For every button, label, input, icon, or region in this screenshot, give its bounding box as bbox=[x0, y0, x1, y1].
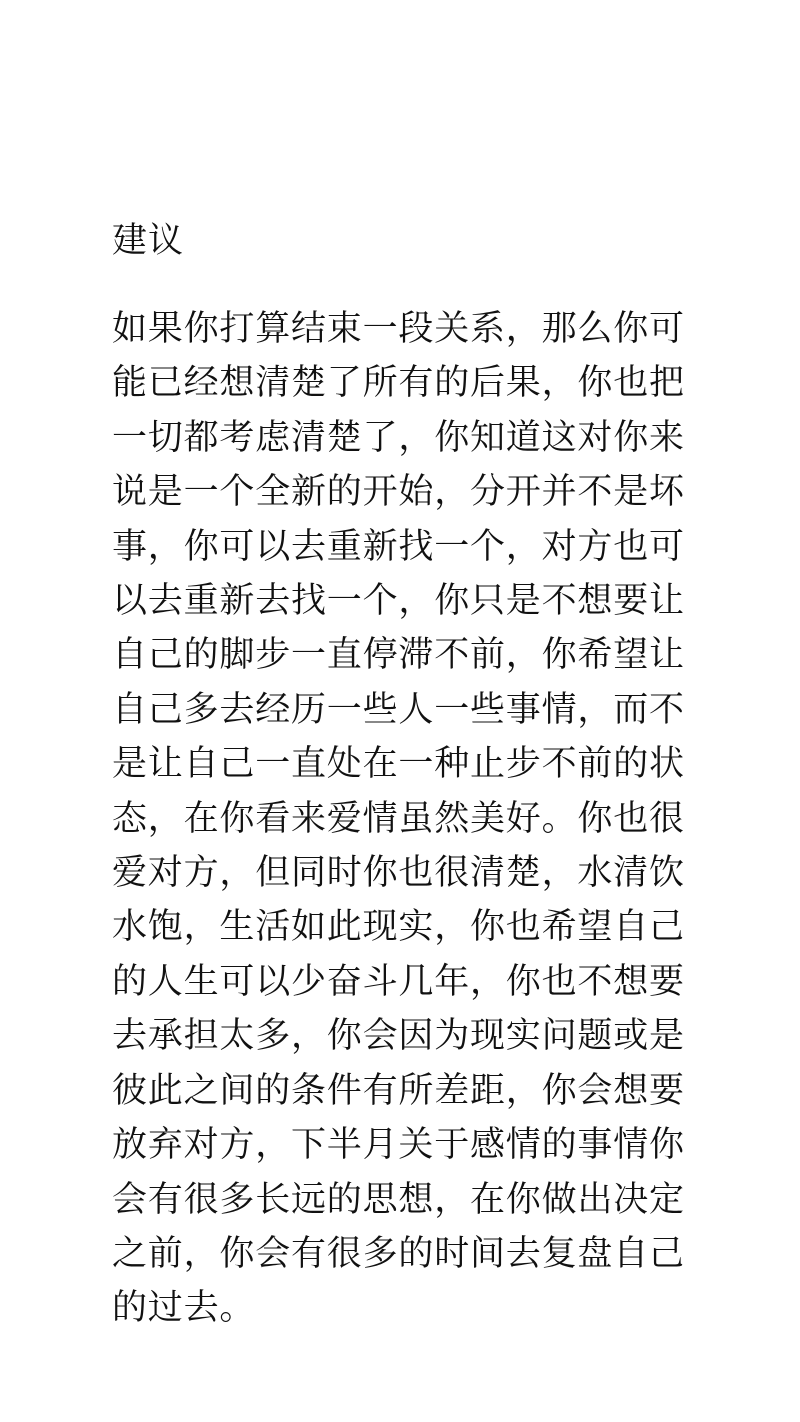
text-line: 放弃对方，下半月关于感情的事情你 bbox=[112, 1125, 685, 1166]
text-line: 说是一个全新的开始，分开并不是坏 bbox=[112, 472, 685, 513]
text-line: 如果你打算结束一段关系，那么你可 bbox=[112, 309, 685, 349]
text-line: 自己多去经历一些人一些事情，而不 bbox=[112, 689, 685, 730]
text-line: 以去重新去找一个，你只是不想要让 bbox=[112, 581, 685, 622]
body-paragraph bbox=[112, 302, 712, 1336]
text-line: 的人生可以少奋斗几年，你也不想要 bbox=[112, 961, 685, 1002]
text-line: 事，你可以去重新找一个，对方也可 bbox=[112, 526, 685, 567]
text-line: 的过去。 bbox=[112, 1288, 256, 1329]
section-heading: 建议 bbox=[112, 221, 185, 261]
text-line: 一切都考虑清楚了，你知道这对你来 bbox=[112, 417, 685, 458]
text-line: 态，在你看来爱情虽然美好。你也很 bbox=[112, 798, 685, 839]
text-line: 水饱，生活如此现实，你也希望自己 bbox=[112, 907, 685, 948]
text-line: 自己的脚步一直停滞不前，你希望让 bbox=[112, 635, 685, 676]
text-line: 彼此之间的条件有所差距，你会想要 bbox=[112, 1070, 685, 1111]
text-line: 会有很多长远的思想，在你做出决定 bbox=[112, 1179, 685, 1220]
text-line: 去承担太多，你会因为现实问题或是 bbox=[112, 1016, 685, 1057]
text-line: 能已经想清楚了所有的后果，你也把 bbox=[112, 363, 685, 404]
text-line: 之前，你会有很多的时间去复盘自己 bbox=[112, 1233, 685, 1274]
text-line: 是让自己一直处在一种止步不前的状 bbox=[112, 744, 685, 785]
text-line: 爱对方，但同时你也很清楚，水清饮 bbox=[112, 853, 685, 894]
